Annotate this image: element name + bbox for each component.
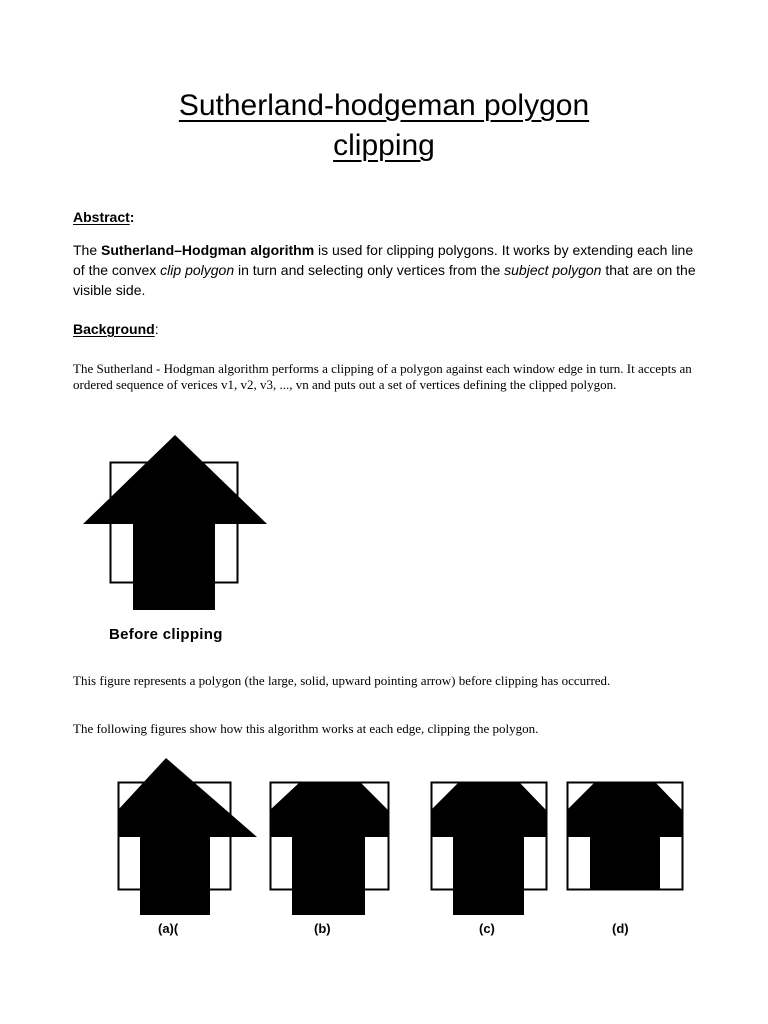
following-text: The following figures show how this algorithm works at each edge, clipping the polygon. [73,721,539,736]
subject-polygon-term: subject polygon [504,262,602,278]
subject-polygon-arrow [83,435,267,610]
clip-polygon-term: clip polygon [160,262,235,278]
step-a-label: (a)( [158,921,179,936]
background-heading [73,321,159,337]
title-line-2: clipping [333,129,435,162]
clipping-steps-figure [0,755,768,920]
step-d-figure [567,782,683,890]
step-a-figure [118,758,257,915]
before-clipping-figure [80,432,272,614]
step-c-label: (c) [479,921,495,936]
figure-description: This figure represents a polygon (the large, solid, upward pointing arrow) before clipping has occurred. [73,673,611,688]
abstract-heading-text: Abstract [73,209,130,225]
abstract-heading [73,209,134,225]
step-b-label: (b) [314,921,331,936]
abstract-text-3: in turn and selecting only vertices from the [234,262,505,278]
abstract-heading-colon: : [129,209,135,225]
abstract-text-1: The [73,242,102,258]
background-paragraph: The Sutherland - Hodgman algorithm performs a clipping of a polygon against each window edge in turn. It accepts an ordered sequence of verices v1, v2, v3, ..., vn and puts out a set of vertices defining the clipped polygon. [73,361,692,392]
abstract-text-2: is used for clipping polygons. It works by extending each line of the convex [73,242,694,278]
algorithm-name: Sutherland–Hodgman algorithm [101,242,315,258]
step-b-figure [270,782,389,915]
background-heading-colon: : [154,321,159,337]
step-d-label: (d) [612,921,629,936]
background-heading-text: Background [73,321,155,337]
step-c-figure [431,782,547,915]
document-title [0,86,768,166]
abstract-paragraph [73,240,703,300]
figure-caption: Before clipping [109,626,223,643]
title-line-1: Sutherland-hodgeman polygon [178,89,590,122]
abstract-text-4: that are on the visible side. [73,262,696,298]
